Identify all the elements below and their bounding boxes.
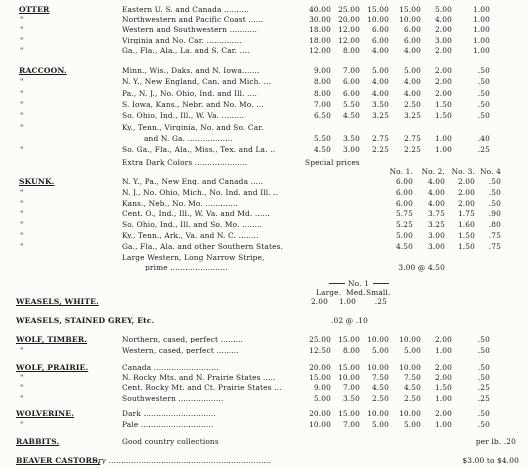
price-cell: 4.00: [427, 187, 445, 197]
price-cell: 4.00: [371, 77, 389, 87]
price-cell: 7.00: [342, 66, 360, 75]
price-cell: 1.50: [434, 99, 452, 109]
price-cell: 2.00: [310, 297, 328, 306]
ditto-mark: ": [20, 122, 24, 132]
price-cell: 6.00: [395, 198, 413, 208]
ditto-mark: ": [20, 241, 24, 251]
price-cell: 4.50: [395, 241, 413, 251]
price-cell: 3.00: [434, 35, 452, 45]
price-cell: .50: [477, 409, 490, 418]
section-heading: WEASELS, WHITE.: [16, 297, 99, 306]
price-cell: 1.50: [434, 111, 452, 121]
price-cell: 30.00: [309, 15, 331, 25]
price-cell: 2.00: [434, 373, 452, 383]
group-header: No. 1: [348, 279, 369, 288]
price-cell: .25: [477, 393, 490, 403]
region-label: Ga., Fla., Ala. and other Southern States.: [122, 242, 284, 251]
price-cell: 15.00: [367, 5, 389, 14]
price-cell: .50: [477, 66, 490, 75]
price-cell: 5.00: [403, 419, 421, 429]
section-heading: OTTER: [19, 5, 50, 14]
price-cell: .25: [374, 297, 387, 306]
price-cell: 6.00: [395, 177, 413, 186]
price-cell: 2.00: [434, 77, 452, 87]
price-cell: 3.50: [371, 99, 389, 109]
price-cell: 2.00: [434, 335, 452, 344]
ditto-mark: ": [20, 25, 24, 35]
price-cell: .50: [477, 77, 490, 87]
region-label: So. Ohio, Ind., Ill., W. Va. .........: [122, 112, 245, 120]
price-cell: 2.00: [434, 363, 452, 372]
price-cell: 15.00: [338, 335, 360, 344]
price-cell: 1.00: [338, 297, 356, 306]
price-cell: 2.00: [434, 45, 452, 55]
price-note: 3.00 @ 4.50: [398, 263, 445, 272]
column-header: Small.: [366, 288, 391, 297]
ditto-mark: ": [20, 111, 24, 121]
ditto-mark: ": [20, 393, 24, 403]
region-label: Dry .................................................................: [92, 457, 272, 465]
price-cell: 2.00: [434, 409, 452, 418]
price-cell: 25.00: [309, 335, 331, 344]
price-cell: 12.00: [338, 35, 360, 45]
price-cell: 10.00: [399, 363, 421, 372]
price-cell: .50: [477, 111, 490, 121]
price-cell: 4.00: [371, 88, 389, 98]
price-cell: 5.00: [371, 66, 389, 75]
price-cell: 7.00: [342, 383, 360, 393]
price-cell: 1.00: [472, 15, 490, 25]
ditto-mark: ": [20, 419, 24, 429]
price-cell: 5.00: [371, 419, 389, 429]
region-label: N. J., No. Ohio, Mich., No. Ind. and Ill. ..: [122, 188, 279, 197]
price-cell: .50: [477, 88, 490, 98]
price-cell: .40: [477, 133, 490, 143]
price-note: $3.00 to $4.00: [462, 456, 519, 465]
price-cell: 15.00: [338, 363, 360, 372]
region-label: Ky., Tenn., Virginia, No. and So. Car.: [122, 123, 264, 131]
column-header: Med.: [346, 288, 366, 297]
price-cell: 2.00: [457, 187, 475, 197]
price-cell: 2.00: [434, 25, 452, 35]
section-heading: RACCOON.: [19, 66, 67, 75]
price-cell: 3.50: [342, 133, 360, 143]
group-rule: [329, 283, 345, 284]
price-cell: 10.00: [399, 15, 421, 25]
price-cell: 5.00: [434, 5, 452, 14]
price-cell: 7.50: [371, 373, 389, 383]
ditto-mark: ": [20, 231, 24, 240]
price-cell: 1.00: [472, 35, 490, 45]
price-cell: 7.00: [313, 99, 331, 109]
price-cell: 6.00: [403, 35, 421, 45]
price-cell: .50: [477, 99, 490, 109]
price-cell: 4.00: [427, 177, 445, 186]
price-cell: 2.25: [403, 145, 421, 155]
region-label: Northwestern and Pacific Coast ......: [122, 16, 264, 24]
region-label: S. Iowa, Kans., Nebr. and No. Mo. ...: [122, 100, 264, 109]
price-cell: 10.00: [399, 335, 421, 344]
price-cell: 3.25: [427, 220, 445, 230]
price-cell: 2.50: [403, 393, 421, 403]
region-label: Western and Southwestern ...........: [122, 26, 258, 34]
price-cell: 4.50: [403, 383, 421, 393]
region-label: N. Y., Pa., New Eng. and Canada .....: [122, 178, 264, 186]
price-cell: .50: [488, 187, 501, 197]
price-cell: 20.00: [309, 363, 331, 372]
price-note: per lb. .20: [475, 437, 516, 446]
price-cell: 1.00: [472, 5, 490, 14]
price-cell: 1.00: [434, 393, 452, 403]
ditto-mark: ": [20, 373, 24, 383]
price-cell: 15.00: [309, 373, 331, 383]
price-cell: 2.50: [403, 99, 421, 109]
price-cell: 5.75: [395, 209, 413, 219]
price-cell: 6.00: [371, 25, 389, 35]
price-cell: .25: [477, 383, 490, 393]
price-cell: 4.00: [403, 88, 421, 98]
price-cell: 3.00: [342, 145, 360, 155]
price-cell: 9.00: [313, 383, 331, 393]
region-label: Northern, cased, perfect .........: [122, 336, 244, 344]
price-cell: 1.50: [434, 383, 452, 393]
price-cell: 10.00: [367, 15, 389, 25]
price-cell: .25: [477, 145, 490, 155]
region-label: Ky., Tenn., Ark., Va. and N. C. ........: [122, 232, 259, 240]
price-cell: 3.25: [371, 111, 389, 121]
price-cell: 4.50: [313, 145, 331, 155]
price-cell: 4.00: [403, 77, 421, 87]
price-cell: 2.00: [434, 88, 452, 98]
price-cell: 1.00: [472, 25, 490, 35]
region-label: Ga., Fla., Ala., La. and S. Car. ....: [122, 46, 250, 55]
section-heading: WOLVERINE.: [16, 409, 74, 418]
price-cell: 20.00: [338, 15, 360, 25]
price-cell: 5.50: [313, 133, 331, 143]
price-cell: 6.00: [371, 35, 389, 45]
column-header: Large.: [316, 288, 342, 297]
price-cell: 10.00: [309, 419, 331, 429]
price-cell: 10.00: [367, 363, 389, 372]
price-cell: 1.00: [434, 145, 452, 155]
price-cell: 3.00: [427, 231, 445, 240]
ditto-mark: ": [20, 220, 24, 230]
price-cell: 12.00: [309, 45, 331, 55]
region-label: Good country collections: [122, 437, 219, 446]
price-cell: 10.00: [399, 409, 421, 418]
ditto-mark: ": [20, 383, 24, 393]
price-cell: 6.00: [403, 25, 421, 35]
price-cell: 3.75: [427, 209, 445, 219]
price-cell: .90: [488, 209, 501, 219]
region-label: So. Ga., Fla., Ala., Miss., Tex. and La. ..: [122, 146, 276, 154]
price-cell: 1.60: [457, 220, 475, 230]
price-cell: 12.00: [338, 25, 360, 35]
price-cell: 4.00: [434, 15, 452, 25]
price-cell: 7.50: [403, 373, 421, 383]
region-label: Cent. O., Ind., Ill., W. Va. and Md. ......: [122, 210, 270, 218]
price-cell: 3.00: [427, 241, 445, 251]
column-header: No. 1.: [389, 167, 413, 176]
price-cell: 4.00: [427, 198, 445, 208]
price-cell: 1.50: [457, 231, 475, 240]
ditto-mark: ": [20, 209, 24, 219]
section-heading: WEASELS, STAINED GREY, Etc.: [16, 316, 155, 325]
region-label: Large Western, Long Narrow Stripe,: [122, 253, 265, 262]
region-label: Cent. Rocky Mt. and Ct. Prairie States ...: [122, 384, 282, 392]
region-label: Western, cased, perfect .........: [122, 346, 239, 354]
region-label: Pa., N. J., No. Ohio, Ind. and Ill. ....: [122, 89, 258, 97]
ditto-mark: ": [20, 187, 24, 197]
price-cell: .50: [477, 419, 490, 429]
price-cell: 2.50: [371, 393, 389, 403]
price-cell: .75: [488, 231, 501, 240]
ditto-mark: ": [20, 345, 24, 355]
price-cell: 2.00: [457, 198, 475, 208]
ditto-mark: ": [20, 77, 24, 87]
ditto-mark: ": [20, 198, 24, 208]
region-label: and N. Ga. ..................: [144, 134, 233, 143]
price-cell: 5.00: [395, 231, 413, 240]
price-cell: .50: [477, 335, 490, 344]
price-cell: 5.50: [342, 99, 360, 109]
price-cell: 20.00: [309, 409, 331, 418]
section-heading: SKUNK.: [19, 177, 55, 186]
region-label: So. Ohio, Ind., Ill. and So. Mo. ........: [122, 221, 263, 229]
price-cell: 1.00: [434, 133, 452, 143]
section-heading: RABBITS.: [16, 437, 60, 446]
price-cell: 4.00: [403, 45, 421, 55]
price-cell: 4.00: [371, 45, 389, 55]
price-cell: 6.50: [313, 111, 331, 121]
region-label: Eastern U. S. and Canada ..........: [122, 6, 250, 14]
price-cell: 18.00: [309, 35, 331, 45]
price-cell: 18.00: [309, 25, 331, 35]
price-cell: 2.75: [403, 133, 421, 143]
region-label: Virginia and No. Car. ..............: [122, 36, 242, 44]
price-cell: 1.00: [472, 45, 490, 55]
ditto-mark: ": [20, 15, 24, 25]
price-cell: 2.25: [371, 145, 389, 155]
price-cell: 5.00: [403, 345, 421, 355]
region-label: N. Y., New England, Can. and Mich. ...: [122, 78, 272, 86]
price-cell: 2.00: [434, 66, 452, 75]
price-cell: .80: [488, 220, 501, 230]
price-cell: 6.00: [395, 187, 413, 197]
section-heading: WOLF, PRAIRIE.: [16, 363, 89, 372]
price-cell: 40.00: [309, 5, 331, 14]
price-cell: .75: [488, 241, 501, 251]
section-heading: WOLF, TIMBER.: [16, 335, 88, 344]
ditto-mark: ": [20, 35, 24, 45]
price-cell: .50: [477, 345, 490, 355]
price-cell: 8.00: [313, 88, 331, 98]
region-label: Canada ..........................: [122, 364, 219, 372]
price-cell: 5.00: [371, 345, 389, 355]
section-heading: BEAVER CASTORS,: [16, 456, 101, 465]
price-cell: 1.00: [434, 419, 452, 429]
price-note: .02 @ .10: [331, 316, 368, 325]
ditto-mark: ": [20, 99, 24, 109]
price-cell: 2.75: [371, 133, 389, 143]
price-cell: .50: [477, 363, 490, 372]
price-cell: 6.00: [342, 77, 360, 87]
price-cell: 3.25: [403, 111, 421, 121]
price-cell: 10.00: [367, 335, 389, 344]
price-cell: 3.50: [342, 393, 360, 403]
price-cell: 4.50: [371, 383, 389, 393]
column-header: No. 3.: [451, 167, 475, 176]
ditto-mark: ": [20, 88, 24, 98]
price-cell: 8.00: [342, 345, 360, 355]
price-cell: 1.50: [457, 241, 475, 251]
price-cell: 9.00: [313, 66, 331, 75]
region-label: Extra Dark Colors .....................: [122, 159, 248, 167]
region-label: Dark .............................: [122, 410, 216, 418]
column-header: No. 2.: [421, 167, 445, 176]
price-cell: .50: [488, 177, 501, 186]
region-label: N. Rocky Mts. and N. Prairie States .....: [122, 374, 276, 382]
price-note: Special prices: [305, 158, 360, 167]
column-header: No. 4: [480, 167, 501, 176]
price-cell: 1.75: [457, 209, 475, 219]
region-label: Kans., Neb., No. Mo. .............: [122, 199, 238, 207]
group-rule: [373, 283, 389, 284]
ditto-mark: ": [20, 45, 24, 55]
price-cell: 12.50: [309, 345, 331, 355]
region-label: Southwestern ..................: [122, 394, 224, 402]
price-cell: 8.00: [342, 45, 360, 55]
price-cell: 7.00: [342, 419, 360, 429]
region-label: Pale .............................: [122, 420, 214, 428]
price-cell: 1.00: [434, 345, 452, 355]
price-cell: 8.00: [313, 77, 331, 87]
price-cell: .50: [488, 198, 501, 208]
region-label: prime .......................: [145, 264, 228, 272]
ditto-mark: ": [20, 145, 24, 155]
price-cell: 10.00: [367, 409, 389, 418]
price-cell: 5.25: [395, 220, 413, 230]
price-cell: 15.00: [399, 5, 421, 14]
price-cell: 15.00: [338, 409, 360, 418]
price-cell: 5.00: [403, 66, 421, 75]
price-cell: .50: [477, 373, 490, 383]
region-label: Minn., Wis., Daks. and N. Iowa.......: [122, 67, 260, 75]
price-cell: 4.50: [342, 111, 360, 121]
price-cell: 25.00: [338, 5, 360, 14]
price-cell: 10.00: [338, 373, 360, 383]
price-cell: 2.00: [457, 177, 475, 186]
price-cell: 5.00: [313, 393, 331, 403]
price-cell: 6.00: [342, 88, 360, 98]
